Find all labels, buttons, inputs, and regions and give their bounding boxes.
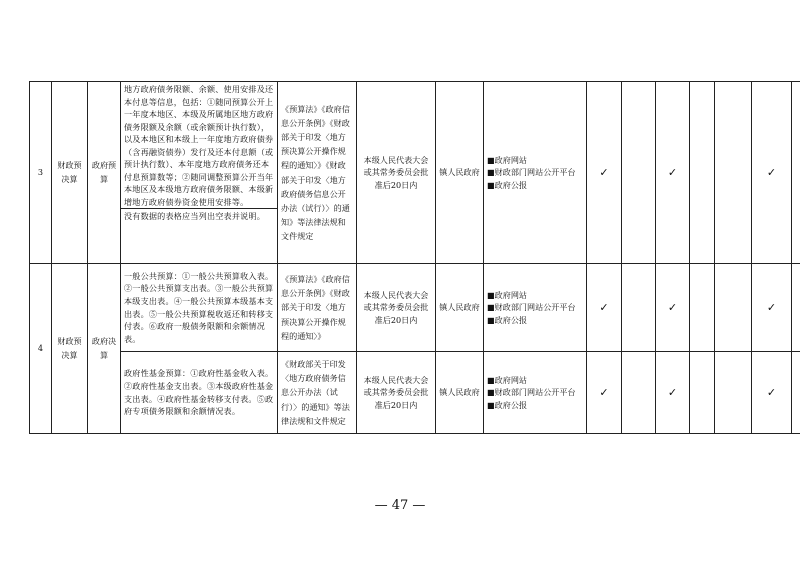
time-cell: 本级人民代表大会或其常务委员会批准后20日内 [357,352,436,434]
category-cell: 财政预决算 [52,82,88,264]
time-cell: 本级人民代表大会或其常务委员会批准后20日内 [357,82,436,264]
check-mark: ✓ [656,264,690,352]
subject-cell: 镇人民政府 [436,352,484,434]
basis-cell: 《预算法》《政府信息公开条例》《财政部关于印发〈地方预决算公开操作规程的通知〉》《财政部关于印发〈地方政府债务信息公开办法（试行）〉的通知》等法律法规和文件规定 [278,82,357,264]
check-mark: ✓ [752,264,792,352]
channel-cell [484,352,587,434]
channel-item: ■政府公报 [487,179,528,190]
basis-cell: 《预算法》《政府信息公开条例》《财政部关于印发〈地方预决算公开操作规程的通知〉》 [278,264,357,352]
channel-cell [484,264,587,352]
table-row [30,82,800,264]
check-mark: ✓ [656,82,690,264]
channel-item: ■财政部门网站公开平台 [487,167,576,178]
time-cell: 本级人民代表大会或其常务委员会批准后20日内 [357,264,436,352]
check-mark: ✓ [587,264,622,352]
item-cell: 政府预算 [88,82,121,264]
content-cell: 政府性基金预算：①政府性基金收入表。②政府性基金支出表。③本级政府性基金支出表。④政府性基金转移支付表。⑤政府专项债务限额和余额情况表。 [121,352,278,434]
subject-cell: 镇人民政府 [436,82,484,264]
category-cell: 财政预决算 [52,264,88,434]
disclosure-table [29,81,800,434]
channel-item: ■政府网站 [487,374,528,385]
row-number: 4 [30,264,52,434]
check-mark: ✓ [656,352,690,434]
channel-item: ■政府公报 [487,399,528,410]
check-mark: ✓ [752,82,792,264]
basis-cell: 《财政部关于印发〈地方政府债务信息公开办法（试行）〉的通知》等法律法规和文件规定 [278,352,357,434]
table-row [30,352,800,434]
channel-item: ■政府网站 [487,289,528,300]
content-note: 没有数据的表格应当列出空表并说明。 [121,208,277,223]
channel-item: ■政府网站 [487,154,528,165]
content-cell [121,82,278,264]
channel-item: ■财政部门网站公开平台 [487,302,576,313]
channel-item: ■财政部门网站公开平台 [487,387,576,398]
channel-cell [484,82,587,264]
channel-item: ■政府公报 [487,314,528,325]
content-cell: 一般公共预算：①一般公共预算收入表。②一般公共预算支出表。③一般公共预算本级支出表。④一般公共预算本级基本支出表。⑤一般公共预算税收返还和转移支付表。⑥政府一般债务限额和余额情况表。 [121,264,278,352]
item-cell: 政府决算 [88,264,121,434]
content-text: 地方政府债务限额、余额、使用安排及还本付息等信息，包括：①随同预算公开上一年度本地区、本级及所属地区地方政府债务限额及余额（或余额预计执行数），以及本地区和本级上一年度地方政府债券（含再融资债券）发行及还本付息额（或预计执行数）、本年度地方政府债务还本付息预算数等；②随同调整预算公开当年本地区及本级地方政府债务限额、本级新增地方政府债券资金使用安排等。 [124,84,274,207]
check-mark: ✓ [587,352,622,434]
check-mark: ✓ [587,82,622,264]
check-mark: ✓ [752,352,792,434]
page-number: — 47 — [374,498,426,513]
subject-cell: 镇人民政府 [436,264,484,352]
table-row [30,264,800,352]
row-number: 3 [30,82,52,264]
